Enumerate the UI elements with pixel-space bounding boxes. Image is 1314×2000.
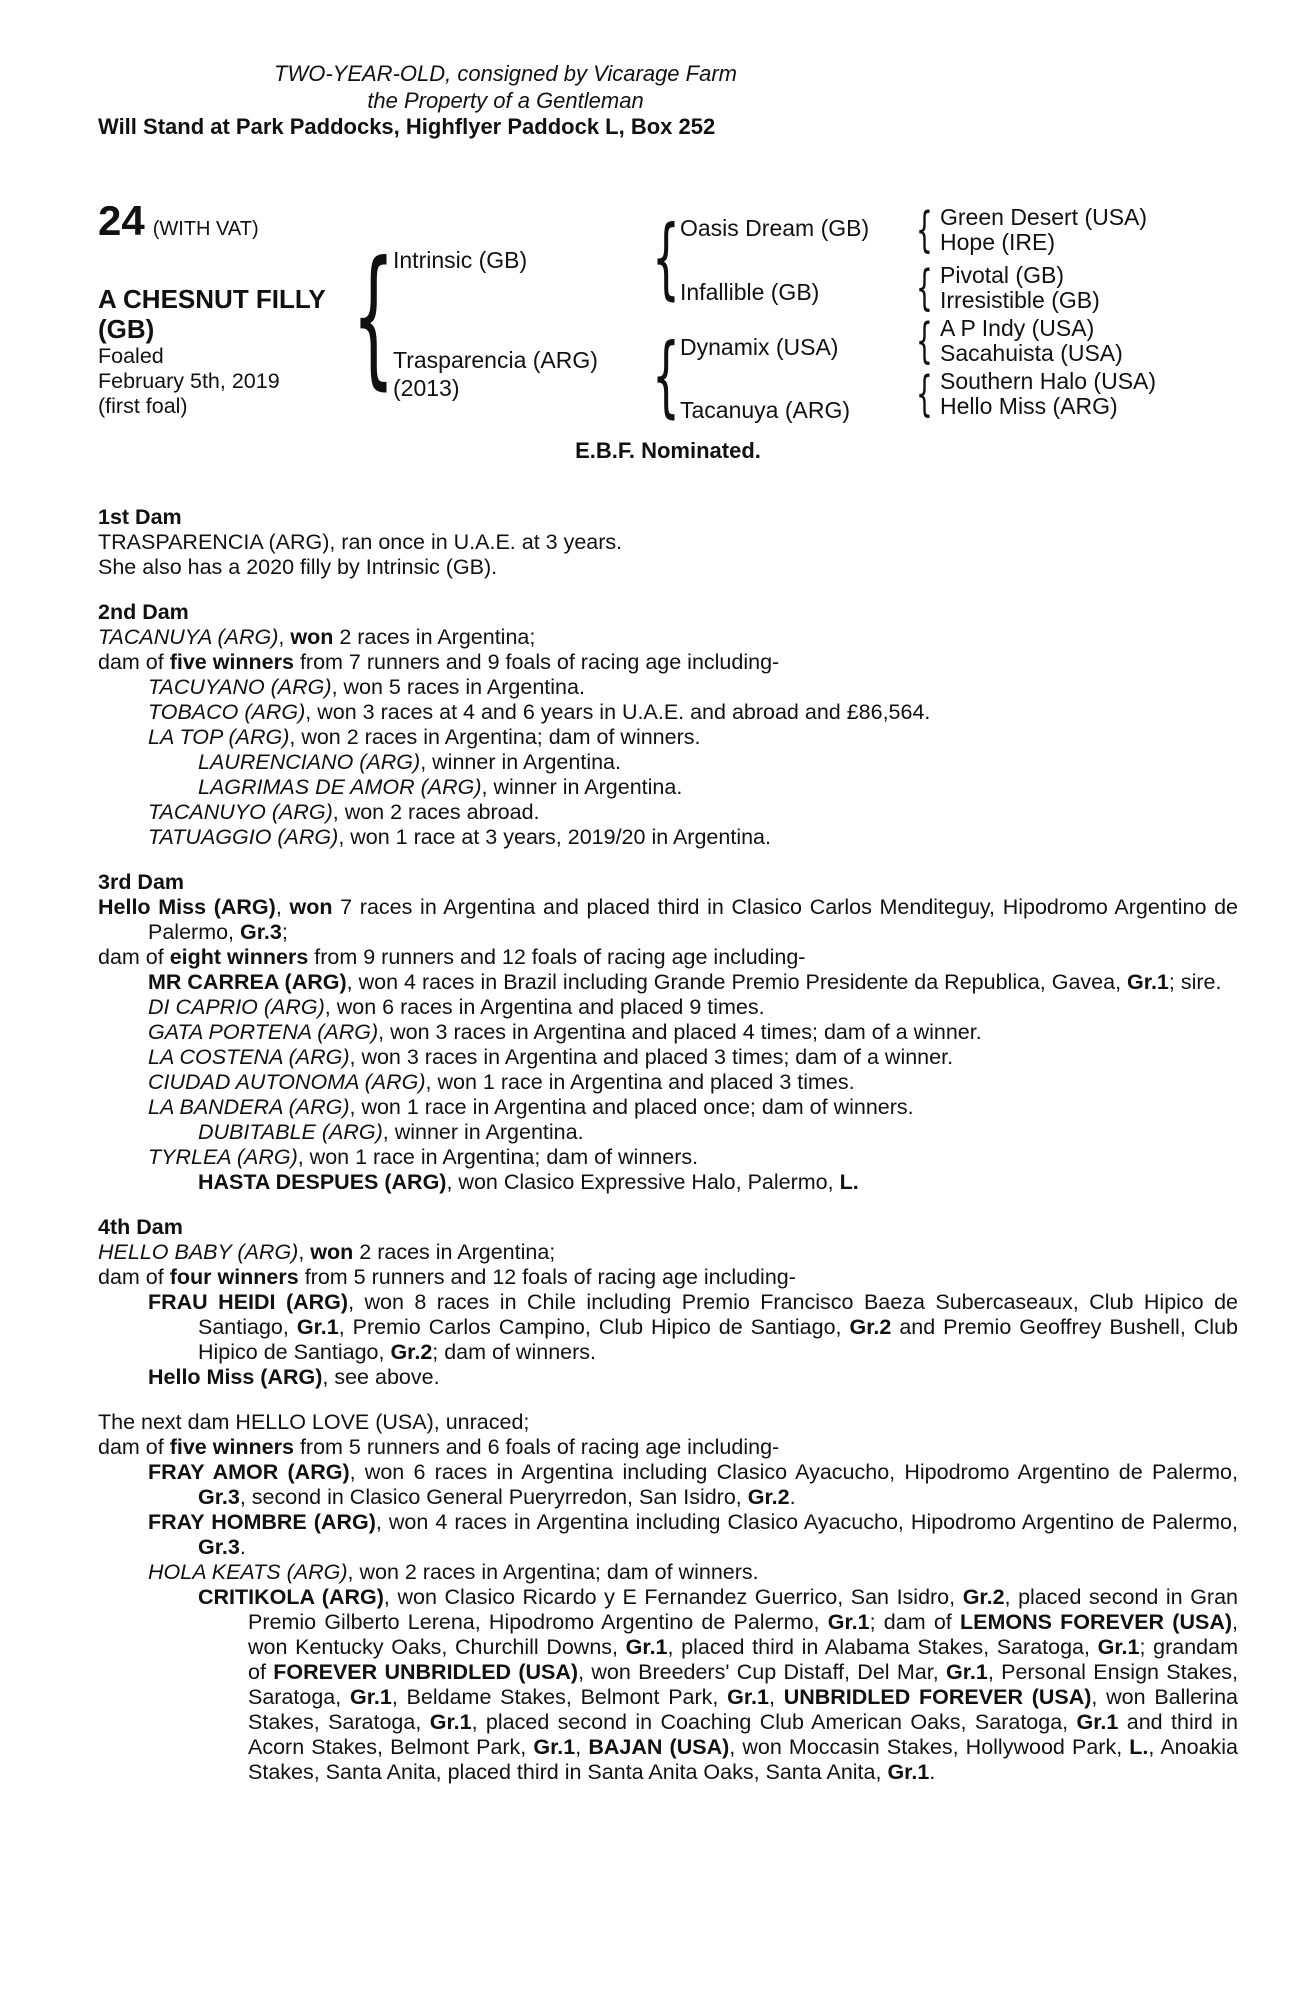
pedigree-gg-name: Irresistible (GB) — [940, 287, 1100, 313]
pedigree-entry — [98, 1560, 1238, 1585]
text-run: LAGRIMAS DE AMOR (ARG) — [198, 775, 482, 799]
text-run: . — [929, 1760, 936, 1784]
pedigree-entry — [98, 625, 1238, 650]
text-run: FRAY HOMBRE (ARG) — [148, 1510, 376, 1534]
text-run: , Anoakia Stakes, Santa Anita, placed third in Santa Anita Oaks, Santa Anita, — [248, 1735, 1239, 1784]
text-run: from 5 runners and 12 foals of racing age including- — [298, 1265, 796, 1289]
text-run: , won 1 race in Argentina; dam of winners. — [297, 1145, 699, 1169]
pedigree-entry — [98, 1290, 1238, 1365]
text-run: and third in Acorn Stakes, Belmont Park, — [248, 1710, 1238, 1759]
text-run: won — [289, 895, 333, 919]
pedigree-dam — [393, 346, 598, 402]
pedigree-entry — [98, 825, 1238, 850]
text-run: , won 2 races in Argentina; dam of winners. — [289, 725, 701, 749]
text-run: ; grandam of — [248, 1635, 1238, 1684]
pedigree-entry — [98, 1170, 1238, 1195]
text-run: BAJAN (USA) — [588, 1735, 730, 1759]
text-run: HOLA KEATS (ARG) — [148, 1560, 348, 1584]
text-run: TACANUYO (ARG) — [148, 800, 333, 824]
pedigree-entry — [98, 650, 1238, 675]
text-run: GATA PORTENA (ARG) — [148, 1020, 379, 1044]
pedigree-entry — [98, 1145, 1238, 1170]
text-run: , won Ballerina Stakes, Saratoga, — [248, 1685, 1238, 1734]
text-run: , winner in Argentina. — [481, 775, 683, 799]
pedigree-entry — [98, 555, 1238, 580]
dam-section — [98, 1215, 1238, 1390]
text-run: , won 1 race at 3 years, 2019/20 in Argentina. — [338, 825, 771, 849]
text-run: Gr.1 — [1097, 1635, 1140, 1659]
text-run: , won 1 race in Argentina and placed once; dam of winners. — [349, 1095, 914, 1119]
dam-section — [98, 1410, 1238, 1785]
text-run: Gr.1 — [533, 1735, 576, 1759]
text-run: five winners — [169, 650, 294, 674]
text-run: , see above. — [322, 1365, 440, 1389]
text-run: , second in Clasico General Pueryrredon, San Isidro, — [239, 1485, 748, 1509]
text-run: Gr.1 — [296, 1315, 339, 1339]
text-run: The next dam HELLO LOVE (USA), unraced; — [98, 1410, 530, 1434]
text-run: , — [298, 1240, 311, 1264]
foaled-label: Foaled — [98, 344, 164, 368]
text-run: . — [239, 1535, 246, 1559]
text-run: TATUAGGIO (ARG) — [148, 825, 339, 849]
dam-section-heading: 2nd Dam — [98, 600, 189, 624]
text-run: Gr.3 — [198, 1535, 240, 1559]
text-run: , won Clasico Expressive Halo, Palermo, — [446, 1170, 840, 1194]
text-run: , won 2 races in Argentina; dam of winners. — [347, 1560, 759, 1584]
text-run: , Personal Ensign Stakes, Saratoga, — [248, 1660, 1238, 1709]
text-run: , won 4 races in Brazil including Grande Premio Presidente da Republica, Gavea, — [346, 970, 1128, 994]
pedigree-entry — [98, 1510, 1238, 1560]
pedigree-gg-name: A P Indy (USA) — [940, 315, 1095, 341]
text-run: She also has a 2020 filly by Intrinsic (GB). — [98, 555, 498, 579]
text-run: Gr.2 — [849, 1315, 892, 1339]
horse-block — [98, 284, 326, 419]
text-run: TOBACO (ARG) — [148, 700, 306, 724]
text-run: from 9 runners and 12 foals of racing age including- — [308, 945, 806, 969]
text-run: HELLO BABY (ARG) — [98, 1240, 299, 1264]
text-run: won — [310, 1240, 354, 1264]
text-run: Gr.1 — [887, 1760, 930, 1784]
text-run: 7 races in Argentina and placed third in Clasico Carlos Menditeguy, Hipodromo Argentino de Palermo, — [148, 895, 1238, 944]
pedigree-entry — [98, 1045, 1238, 1070]
text-run: Gr.1 — [1127, 970, 1169, 994]
lot-number: 24 — [98, 197, 145, 244]
pedigree-gg-name: Hope (IRE) — [940, 229, 1056, 255]
pedigree-entry — [98, 775, 1238, 800]
text-run: 2 races in Argentina; — [353, 1240, 556, 1264]
text-run: MR CARREA (ARG) — [148, 970, 347, 994]
pedigree-gg-name: Sacahuista (USA) — [940, 340, 1123, 366]
text-run: and Premio Geoffrey Bushell, Club Hipico de Santiago, — [198, 1315, 1239, 1364]
pedigree-entry — [98, 995, 1238, 1020]
pedigree-entry — [98, 1365, 1238, 1390]
text-run: DUBITABLE (ARG) — [198, 1120, 383, 1144]
text-run: . — [789, 1485, 796, 1509]
pedigree-brace-gg1: { — [916, 202, 933, 258]
text-run: Gr.1 — [1076, 1710, 1119, 1734]
text-run: Gr.1 — [349, 1685, 392, 1709]
text-run: LA BANDERA (ARG) — [148, 1095, 350, 1119]
pedigree-sire: Intrinsic (GB) — [393, 247, 528, 273]
text-run: LA COSTENA (ARG) — [148, 1045, 350, 1069]
text-run: Gr.2 — [390, 1340, 433, 1364]
pedigree-entry — [98, 1020, 1238, 1045]
text-run: LA TOP (ARG) — [148, 725, 290, 749]
text-run: , — [768, 1685, 784, 1709]
text-run: dam of — [98, 945, 170, 969]
dam-section — [98, 505, 1238, 580]
text-run: Hello Miss (ARG) — [148, 1365, 323, 1389]
pedigree-sire-sire: Oasis Dream (GB) — [680, 215, 870, 241]
text-run: , won 1 race in Argentina and placed 3 times. — [425, 1070, 855, 1094]
pedigree-entry — [98, 1585, 1238, 1785]
text-run: Gr.3 — [240, 920, 282, 944]
text-run: , won 3 races in Argentina and placed 4 times; dam of a winner. — [378, 1020, 982, 1044]
text-run: Gr.1 — [625, 1635, 668, 1659]
horse-name-suffix: (GB) — [98, 314, 155, 344]
text-run: , placed second in Coaching Club American Oaks, Saratoga, — [471, 1710, 1077, 1734]
text-run: TACANUYA (ARG) — [98, 625, 279, 649]
pedigree-entry — [98, 1240, 1238, 1265]
pedigree-gg-pair-1 — [940, 205, 1147, 255]
text-run: CRITIKOLA (ARG) — [198, 1585, 384, 1609]
pedigree-sire-dam: Infallible (GB) — [680, 279, 820, 305]
pedigree-brace-gg3: { — [916, 313, 933, 369]
text-run: , winner in Argentina. — [382, 1120, 584, 1144]
text-run: L. — [1129, 1735, 1149, 1759]
foaled-date: February 5th, 2019 — [98, 369, 280, 393]
text-run: , won 3 races at 4 and 6 years in U.A.E. and abroad and £86,564. — [305, 700, 931, 724]
text-run: FOREVER UNBRIDLED (USA) — [273, 1660, 579, 1684]
ebf-nominated-line: E.B.F. Nominated. — [575, 438, 761, 463]
text-run: , placed second in Gran Premio Gilberto Lerena, Hipodromo Argentino de Palermo, — [248, 1585, 1238, 1634]
pedigree-brace-dam: { — [652, 324, 680, 427]
text-run: ; dam of — [869, 1610, 960, 1634]
text-run: , won 5 races in Argentina. — [331, 675, 585, 699]
text-run: , won 6 races in Argentina and placed 9 times. — [324, 995, 765, 1019]
pedigree-entry — [98, 1410, 1238, 1435]
text-run: Gr.2 — [962, 1585, 1005, 1609]
pedigree-gg-name: Hello Miss (ARG) — [940, 393, 1118, 419]
pedigree-entry — [98, 800, 1238, 825]
text-run: Gr.1 — [429, 1710, 472, 1734]
text-run: eight winners — [169, 945, 309, 969]
text-run: five winners — [169, 1435, 294, 1459]
text-run: , won 2 races abroad. — [332, 800, 540, 824]
pedigree-brace-gg4: { — [916, 366, 933, 422]
text-run: Gr.3 — [198, 1485, 240, 1509]
pedigree-entry — [98, 1095, 1238, 1120]
text-run: , won 3 races in Argentina and placed 3 times; dam of a winner. — [349, 1045, 954, 1069]
pedigree-entry — [98, 1460, 1238, 1510]
dam-section-heading: 4th Dam — [98, 1215, 183, 1239]
dam-section — [98, 600, 1238, 850]
pedigree-entry — [98, 895, 1238, 945]
text-run: , Premio Carlos Campino, Club Hipico de Santiago, — [338, 1315, 850, 1339]
pedigree-dam-sire: Dynamix (USA) — [680, 334, 839, 360]
text-run: LAURENCIANO (ARG) — [198, 750, 421, 774]
pedigree-gg-name: Southern Halo (USA) — [940, 368, 1157, 394]
pedigree-dam-year: (2013) — [393, 375, 460, 401]
pedigree-gg-pair-4 — [940, 369, 1156, 419]
text-run: L. — [839, 1170, 859, 1194]
dam-section — [98, 870, 1238, 1195]
text-run: , won 6 races in Argentina including Clasico Ayacucho, Hipodromo Argentino de Palermo, — [349, 1460, 1238, 1484]
pedigree-dam-name: Trasparencia (ARG) — [393, 347, 598, 373]
text-run: TYRLEA (ARG) — [148, 1145, 298, 1169]
consignment-header — [98, 60, 913, 114]
text-run: from 7 runners and 9 foals of racing age including- — [293, 650, 780, 674]
text-run: from 5 runners and 6 foals of racing age including- — [293, 1435, 780, 1459]
property-line: the Property of a Gentleman — [367, 88, 644, 113]
pedigree-gg-pair-2 — [940, 263, 1100, 313]
text-run: dam of — [98, 650, 170, 674]
text-run: , won Clasico Ricardo y E Fernandez Guerrico, San Isidro, — [383, 1585, 963, 1609]
pedigree-entry — [98, 1435, 1238, 1460]
text-run: Gr.1 — [727, 1685, 769, 1709]
text-run: 2 races in Argentina; — [333, 625, 536, 649]
text-run: , winner in Argentina. — [420, 750, 621, 774]
pedigree-text-body — [98, 505, 1238, 1785]
text-run: , won 8 races in Chile including Premio Francisco Baeza Subercaseaux, Club Hipico de Santiago, — [198, 1290, 1239, 1339]
text-run: TRASPARENCIA (ARG), ran once in U.A.E. at 3 years. — [98, 530, 623, 554]
text-run: Gr.2 — [747, 1485, 790, 1509]
text-run: FRAY AMOR (ARG) — [148, 1460, 350, 1484]
text-run: ; sire. — [1168, 970, 1222, 994]
pedigree-entry — [98, 750, 1238, 775]
lot-vat-note: (WITH VAT) — [152, 218, 259, 240]
stabling-line: Will Stand at Park Paddocks, Highflyer Paddock L, Box 252 — [98, 114, 716, 139]
text-run: , won Kentucky Oaks, Churchill Downs, — [248, 1610, 1238, 1659]
pedigree-gg-name: Green Desert (USA) — [940, 204, 1148, 230]
pedigree-entry — [98, 970, 1238, 995]
text-run: , placed third in Alabama Stakes, Saratoga, — [667, 1635, 1098, 1659]
text-run: Gr.1 — [827, 1610, 870, 1634]
text-run: , won 4 races in Argentina including Clasico Ayacucho, Hipodromo Argentino de Palermo, — [375, 1510, 1238, 1534]
pedigree-brace-sire: { — [652, 206, 680, 309]
dam-section-heading: 3rd Dam — [98, 870, 185, 894]
pedigree-entry — [98, 675, 1238, 700]
text-run: ; dam of winners. — [432, 1340, 596, 1364]
pedigree-gg-pair-3 — [940, 316, 1123, 366]
text-run: FRAU HEIDI (ARG) — [148, 1290, 349, 1314]
pedigree-entry — [98, 725, 1238, 750]
text-run: CIUDAD AUTONOMA (ARG) — [148, 1070, 426, 1094]
pedigree-entry — [98, 945, 1238, 970]
pedigree-dam-dam: Tacanuya (ARG) — [680, 397, 851, 423]
first-foal-note: (first foal) — [98, 394, 188, 418]
horse-name: A CHESNUT FILLY — [98, 284, 326, 314]
pedigree-entry — [98, 1070, 1238, 1095]
text-run: TACUYANO (ARG) — [148, 675, 332, 699]
text-run: , Beldame Stakes, Belmont Park, — [391, 1685, 728, 1709]
text-run: Hello Miss (ARG) — [98, 895, 276, 919]
text-run: , — [575, 1735, 589, 1759]
text-run: UNBRIDLED FOREVER (USA) — [783, 1685, 1092, 1709]
lot-row — [98, 198, 259, 252]
text-run: dam of — [98, 1265, 170, 1289]
pedigree-entry — [98, 530, 1238, 555]
consignor-line: TWO-YEAR-OLD, consigned by Vicarage Farm — [274, 61, 737, 86]
text-run: LEMONS FOREVER (USA) — [959, 1610, 1233, 1634]
text-run: , won Moccasin Stakes, Hollywood Park, — [729, 1735, 1130, 1759]
text-run: won — [290, 625, 334, 649]
text-run: , — [278, 625, 291, 649]
pedigree-entry — [98, 700, 1238, 725]
text-run: , won Breeders' Cup Distaff, Del Mar, — [578, 1660, 946, 1684]
text-run: Gr.1 — [945, 1660, 988, 1684]
pedigree-brace-parents: { — [352, 230, 395, 404]
pedigree-entry — [98, 1120, 1238, 1145]
text-run: , — [275, 895, 290, 919]
text-run: ; — [281, 920, 288, 944]
text-run: dam of — [98, 1435, 170, 1459]
pedigree-gg-name: Pivotal (GB) — [940, 262, 1064, 288]
text-run: DI CAPRIO (ARG) — [148, 995, 325, 1019]
text-run: HASTA DESPUES (ARG) — [198, 1170, 447, 1194]
dam-section-heading: 1st Dam — [98, 505, 182, 529]
pedigree-entry — [98, 1265, 1238, 1290]
pedigree-brace-gg2: { — [916, 260, 933, 316]
text-run: four winners — [169, 1265, 299, 1289]
